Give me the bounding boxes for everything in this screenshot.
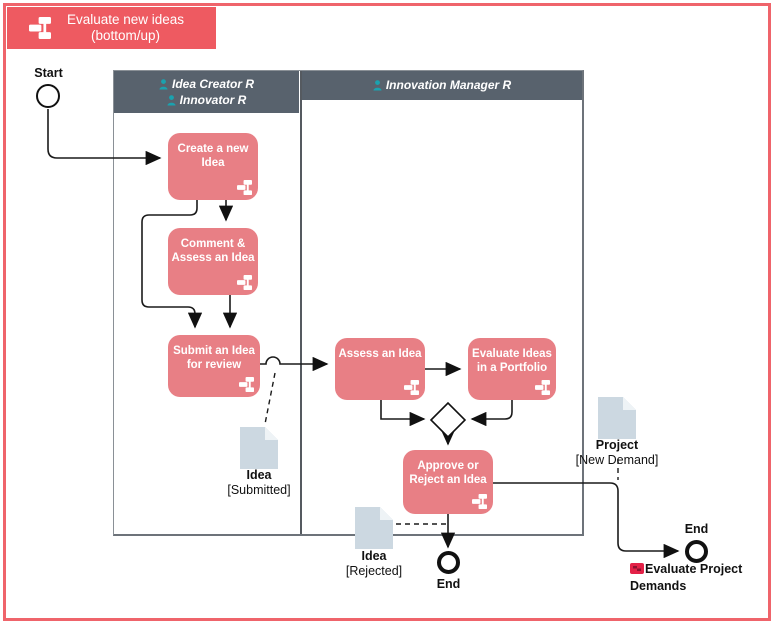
task-label: Create a new Idea <box>177 143 249 169</box>
process-icon <box>472 494 487 509</box>
document-icon <box>355 507 393 549</box>
annotation-evaluate-project-demands[interactable] <box>630 561 748 595</box>
document-idea-submitted[interactable] <box>240 427 278 474</box>
end-event-label: End <box>684 522 709 536</box>
person-icon <box>159 79 168 90</box>
end-event-bottom[interactable] <box>437 551 460 574</box>
role-label: Idea Creator R <box>171 76 255 91</box>
process-icon <box>237 275 252 290</box>
process-icon <box>29 17 51 39</box>
start-event-label: Start <box>34 66 63 80</box>
lane-header-idea-creator[interactable] <box>114 71 299 113</box>
process-icon <box>239 377 254 392</box>
end-event-label: End <box>436 577 461 591</box>
task-submit-idea-for-review[interactable] <box>168 335 260 397</box>
page-title: Evaluate new ideas (bottom/up) <box>66 12 185 43</box>
document-idea-rejected[interactable] <box>355 507 393 554</box>
task-create-new-idea[interactable] <box>168 133 258 200</box>
task-label: Evaluate Ideas in a Portfolio <box>472 348 552 374</box>
role-label: Innovator R <box>179 92 247 107</box>
document-project-new-demand[interactable] <box>598 397 636 444</box>
lane-header-innovation-manager[interactable] <box>302 71 582 100</box>
document-label: Idea [Rejected] <box>345 549 403 578</box>
process-ref-icon <box>630 563 644 574</box>
annotation-label: Evaluate Project Demands <box>630 562 743 593</box>
task-label: Approve or Reject an Idea <box>409 460 487 486</box>
task-comment-assess-idea[interactable] <box>168 228 258 295</box>
start-event[interactable] <box>36 84 60 108</box>
document-icon <box>598 397 636 439</box>
role-label: Innovation Manager R <box>385 78 512 92</box>
process-icon <box>535 380 550 395</box>
lane-divider <box>300 71 302 534</box>
process-icon <box>404 380 419 395</box>
end-event-right[interactable] <box>685 540 708 563</box>
person-icon <box>373 80 382 91</box>
diagram-title-box <box>7 7 216 49</box>
task-assess-an-idea[interactable] <box>335 338 425 400</box>
document-label: Idea [Submitted] <box>227 468 291 497</box>
document-icon <box>240 427 278 469</box>
task-label: Comment & Assess an Idea <box>171 238 255 264</box>
task-label: Assess an Idea <box>338 348 422 360</box>
task-evaluate-ideas-portfolio[interactable] <box>468 338 556 400</box>
person-icon <box>167 95 176 106</box>
document-label: Project [New Demand] <box>575 438 659 467</box>
task-approve-or-reject-idea[interactable] <box>403 450 493 514</box>
process-icon <box>237 180 252 195</box>
task-label: Submit an Idea for review <box>173 345 255 371</box>
